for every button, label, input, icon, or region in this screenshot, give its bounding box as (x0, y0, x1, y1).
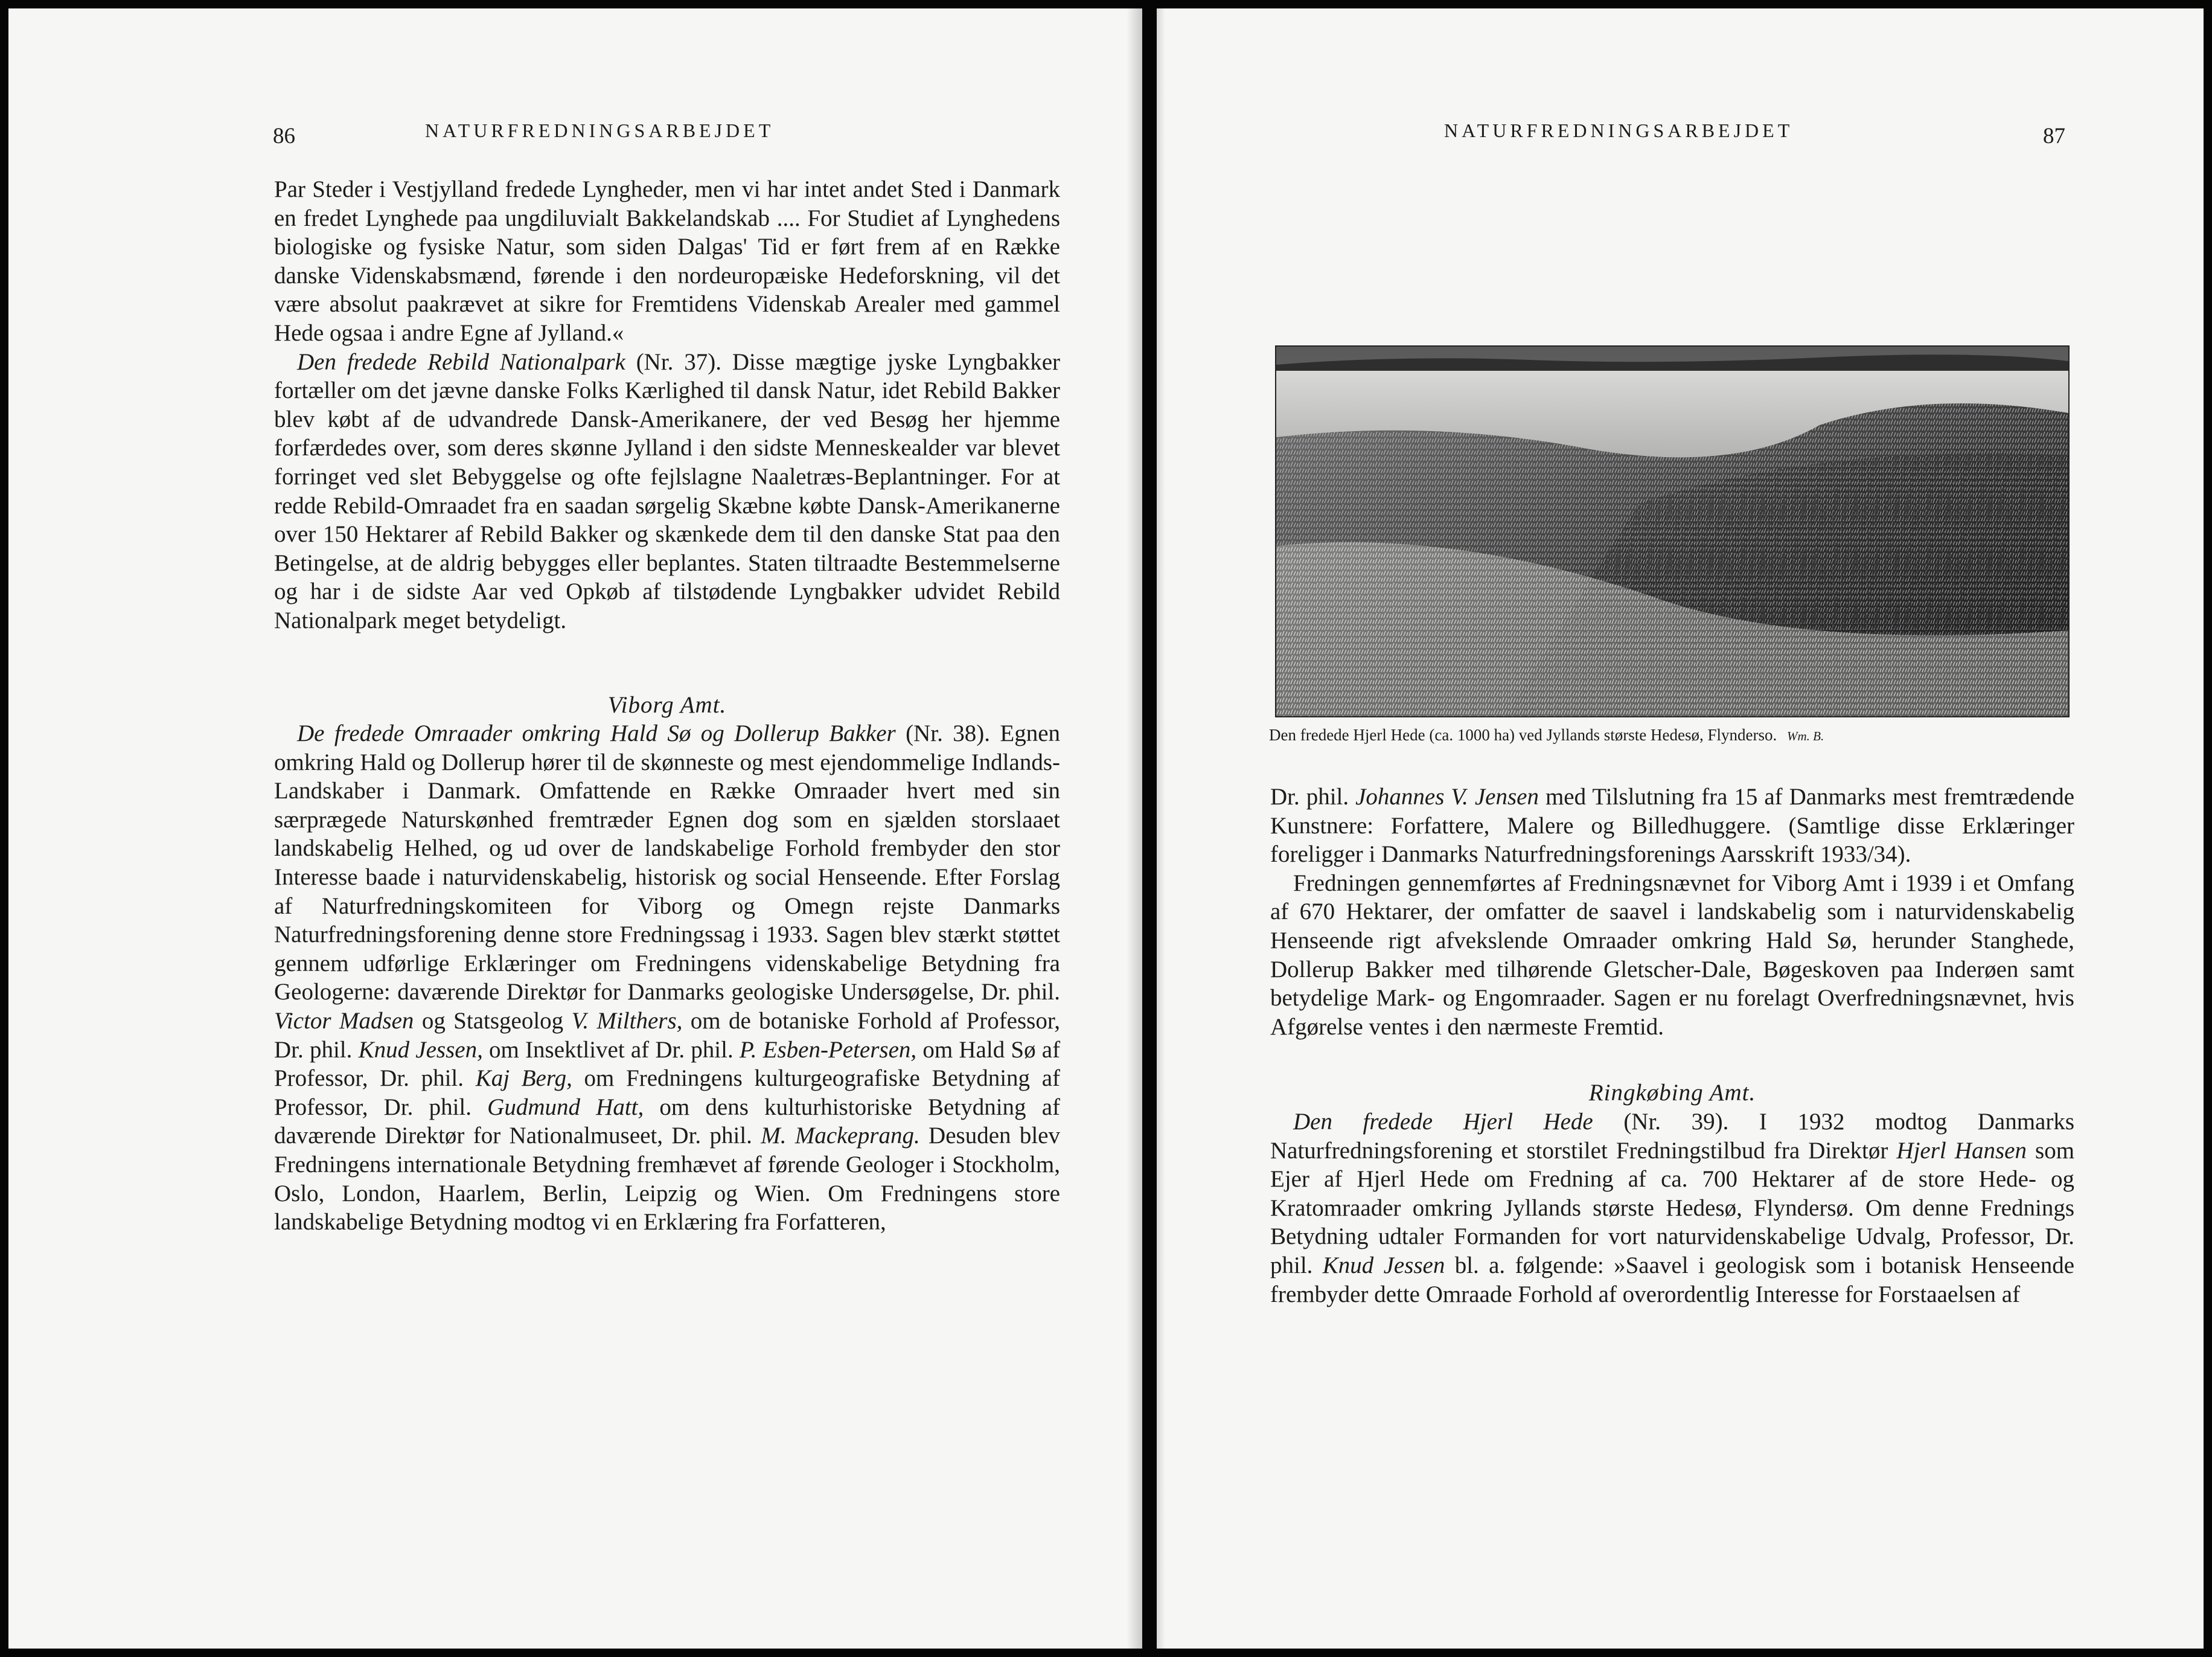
text-run: om dens kulturhistoriske Betydning af daværende Direktør for Nationalmuseet, Dr. phil. (274, 1094, 1060, 1149)
text-run: (Nr. 39). I 1932 modtog Danmarks Naturfredningsforening et storstilet Fredningstilbud fra Direktør (1270, 1108, 2075, 1164)
running-head-right: NATURFREDNINGSARBEJDET (1444, 120, 1794, 141)
text-run: om Insektlivet af Dr. phil. (489, 1036, 734, 1063)
text-run: om Fredningens kulturgeografiske Betydning af Professor, Dr. phil. (274, 1065, 1061, 1120)
paragraph-hjerl-hede (1270, 1107, 2074, 1309)
person-name: Gudmund Hatt, (487, 1094, 644, 1120)
text-run: med Tilslutning fra 15 af Danmarks mest fremtrædende Kunstnere: Forfattere, Malere og Billedhuggere. (Samtlige disse Erklæringer foreligger i Danmarks Naturfredningsforenings Aarsskrift 1933/34). (1270, 784, 2075, 868)
person-name: Kaj Berg, (475, 1065, 572, 1092)
hjerl-hede-title: Den fredede Hjerl Hede (1293, 1108, 1593, 1135)
text-run: om de botaniske Forhold af Professor, Dr. phil. (274, 1008, 1061, 1063)
rebild-title: Den fredede Rebild Nationalpark (297, 348, 625, 375)
section-heading-viborg: Viborg Amt. (607, 691, 727, 718)
paragraph-rebild (274, 348, 1060, 635)
paragraph-fredning-1939: Fredningen gennemførtes af Fredningsnævnet for Viborg Amt i 1939 i et Omfang af 670 Hektarer, der omfatter de saavel i landskabelig som i naturvidenskabelig Henseende rigt afvekslende Omraader omkring Hald Sø, herunder Stanghede, Dollerup Bakker med tilhørende Gletscher-Dale, Bøgeskoven paa Inderøen samt betydelige Mark- og Engomraader. Sagen er nu forelagt Overfredningsnævnet, hvis Afgørelse ventes i den nærmeste Fremtid. (1270, 870, 2074, 1040)
hald-so-title: De fredede Omraader omkring Hald Sø og Dollerup Bakker (297, 720, 896, 747)
running-head-left: NATURFREDNINGSARBEJDET (425, 120, 775, 141)
paragraph-continuation (1270, 783, 2074, 869)
person-name: Knud Jessen (1322, 1252, 1445, 1278)
text-run: Dr. phil. (1270, 784, 1349, 810)
photo-caption-text: Den fredede Hjerl Hede (ca. 1000 ha) ved Jyllands største Hedesø, Flynderso. (1269, 726, 1777, 744)
text-run: som Ejer af Hjerl Hede om Fredning af ca. 700 Hektarer af de store Hede- og Kratomraader omkring Jyllands største Hedesø, Flyndersø. Om denne Frednings Betydning udtaler Formanden for vort naturvidenskabelige Udvalg, Professor, Dr. phil. (1270, 1137, 2075, 1278)
page-number-left: 86 (273, 124, 295, 149)
photo-credit: Wm. B. (1787, 729, 1824, 743)
person-name: Knud Jessen, (358, 1036, 483, 1063)
spine-shadow (1157, 8, 1165, 1649)
text-run: om Hald Sø af Professor, Dr. phil. (274, 1036, 1061, 1092)
photo-caption (1269, 726, 2078, 745)
section-heading-ringkobing: Ringkøbing Amt. (1588, 1080, 1756, 1106)
text-run: (Nr. 38). Egnen omkring Hald og Dollerup hører til de skønneste og mest ejendommelige Indlands-Landskaber i Danmark. Omfattende en Række Omraader hvert med sin særprægede Naturskønhed fremtræder Egnen dog som en sjælden storslaaet landskabelig Helhed, og ud over de landskabelige Forhold frembyder den stor Interesse baade i naturvidenskabelig, historisk og social Henseende. Efter Forslag af Naturfredningskomiteen for Viborg og Omegn rejste Danmarks Naturfredningsforening denne store Fredningssag i 1933. Sagen blev stærkt støttet gennem udførlige Erklæringer om Fredningens videnskabelige Betydning fra Geologerne: daværende Direktør for Danmarks geologiske Undersøgelse, Dr. phil. (274, 720, 1061, 1005)
person-name: M. Mackeprang. (761, 1123, 920, 1149)
heath-landscape-image (1276, 347, 2068, 716)
right-column (1270, 783, 2074, 1309)
person-name: V. Milthers, (571, 1008, 683, 1034)
rebild-text: (Nr. 37). Disse mægtige jyske Lyngbakker fortæller om det jævne danske Folks Kærlighed til dansk Natur, idet Rebild Bakker blev købt af de udvandrede Dansk-Amerikanere, der ved Besøg her hjemme forfærdedes over, som deres skønne Jylland i den sidste Menneskealder var blevet forringet ved slet Bebyggelse og ofte fejlslagne Naaletræs-Beplantninger. For at redde Rebild-Omraadet fra en saadan sørgelig Skæbne købte Dansk-Amerikanerne over 150 Hektarer af Rebild Bakker og skænkede dem til den danske Stat paa den Betingelse, at de aldrig bebygges eller beplantes. Staten tiltraadte Bestemmelserne og har i de sidste Aar ved Opkøb af tilstødende Lyngbakker udvidet Rebild Nationalpark meget betydeligt. (274, 348, 1061, 633)
paragraph-hald-so (274, 719, 1060, 1237)
left-page (8, 8, 1142, 1649)
text-run: bl. a. følgende: »Saavel i geologisk som i botanisk Henseende frembyder dette Omraade Forhold af overordentlig Interesse for Forstaaelsen af (1270, 1252, 2075, 1307)
page-number-right: 87 (2043, 124, 2065, 149)
person-name: Johannes V. Jensen (1355, 784, 1539, 810)
spine-shadow (1127, 8, 1142, 1649)
person-name: P. Esben-Petersen, (739, 1036, 917, 1063)
paragraph-heath-quote: Par Steder i Vestjylland fredede Lyngheder, men vi har intet andet Sted i Danmark en fredet Lynghede paa ungdiluvialt Bakkelandskab .... For Studiet af Lynghedens biologiske og fysiske Natur, som siden Dalgas' Tid er ført frem af en Række danske Videnskabsmænd, førende i den nordeuropæiske Hedeforskning, vil det være absolut paakrævet at sikre for Fremtidens Videnskab Arealer med gammel Hede ogsaa i andre Egne af Jylland.« (274, 176, 1060, 346)
heath-photograph (1275, 345, 2070, 717)
left-column (274, 175, 1060, 1237)
person-name: Hjerl Hansen (1896, 1137, 2027, 1164)
text-run: Desuden blev Fredningens internationale Betydning fremhævet af førende Geologer i Stockholm, Oslo, London, Haarlem, Berlin, Leipzig og Wien. Om Fredningens store landskabelige Betydning modtog vi en Erklæring fra Forfatteren, (274, 1123, 1060, 1236)
person-name: Victor Madsen (274, 1008, 414, 1034)
text-run: og Statsgeolog (421, 1008, 564, 1034)
